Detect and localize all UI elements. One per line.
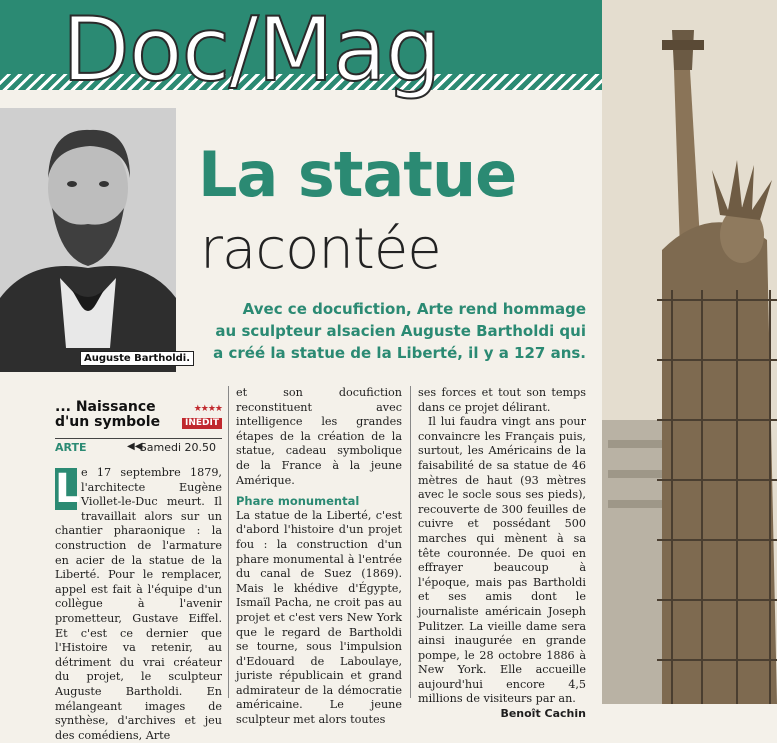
article-column-3 [418, 386, 586, 722]
rubric-title-line1: ... Naissance [55, 399, 156, 415]
magazine-logo: Doc/Mag [62, 0, 441, 101]
column-3-intro: ses forces et tout son temps dans ce projet délirant. [418, 386, 586, 414]
program-rubric [55, 400, 222, 456]
rubric-title [55, 400, 160, 430]
rating-stars: ★★★★ [193, 404, 222, 414]
column-divider [410, 386, 411, 698]
lede-line2: au sculpteur alsacien Auguste Bartholdi qui [215, 322, 586, 340]
column-1-text: e 17 septembre 1879, l'architecte Eugène Viollet-le-Duc meurt. Il travaillait alors sur un chantier pharaonique : la construction de l'armature en acier de la statue de la Liberté. Pour le remplacer, appel est fait à l'équipe d'un collègue à l'avenir prometteur, Gustave Eiffel. Et c'est ce dernier que l'Histoire va retenir, au détriment du vrai créateur du projet, le sculpteur Auguste Bartholdi. En mélangeant images de synthèse, d'archives et jeu des comédiens, Arte [55, 466, 222, 742]
broadcast-time: Samedi 20.50 [139, 441, 216, 454]
broadcast-info [55, 438, 222, 454]
headline-line1: La statue [198, 138, 517, 211]
column-3-body: Il lui faudra vingt ans pour convaincre les Français puis, surtout, les Américains de la faisabilité de sa statue de 46 mètres de haut (93 mètres avec le socle sous ses pieds), recouverte de 300 feuilles de cuivre et possédant 500 marches qui mènent à sa tête couronnée. De quoi en effrayer beaucoup à l'époque, mais pas Bartholdi et ses amis dont le journaliste américain Joseph Pulitzer. La vieille dame sera ainsi inaugurée en grande pompe, le 28 octobre 1886 à New York. Elle accueille aujourd'hui encore 4,5 millions de visiteurs par an. [418, 415, 586, 706]
statue-of-liberty-photo [602, 0, 777, 704]
column-divider [228, 386, 229, 698]
unreleased-badge: INÉDIT [182, 418, 222, 429]
rubric-title-line2: d'un symbole [55, 414, 161, 430]
channel-name: ARTE [55, 441, 87, 454]
lede-line1: Avec ce docufiction, Arte rend hommage [242, 300, 586, 318]
rewind-icon: ◀◀ [127, 441, 143, 452]
lede [186, 298, 586, 364]
column-2-intro: et son docufiction reconstituent avec intelligence les grandes étapes de la création de la statue, cadeau symbolique de la France à la jeune Amérique. [236, 386, 402, 487]
subheading: Phare monumental [236, 494, 360, 509]
article-column-2 [236, 386, 402, 728]
bartholdi-portrait [0, 108, 176, 372]
lede-line3: a créé la statue de la Liberté, il y a 127 ans. [213, 344, 586, 362]
author-signature: Benoît Cachin [500, 707, 586, 721]
photo-caption: Auguste Bartholdi. [80, 351, 194, 366]
article-column-1 [55, 466, 222, 743]
headline-line2: racontée [200, 217, 441, 282]
drop-cap: L [55, 466, 81, 512]
column-2-body: La statue de la Liberté, c'est d'abord l'histoire d'un projet fou : la construction d'un phare monumental à l'entrée du canal de Suez (1869). Mais le khédive d'Égypte, Ismaïl Pacha, ne croit pas au projet et c'est vers New York que le regard de Bartholdi se tourne, sous l'impulsion d'Edouard de Laboulaye, juriste républicain et grand admirateur de la démocratie américaine. Le jeune sculpteur met alors toutes [236, 508, 402, 727]
